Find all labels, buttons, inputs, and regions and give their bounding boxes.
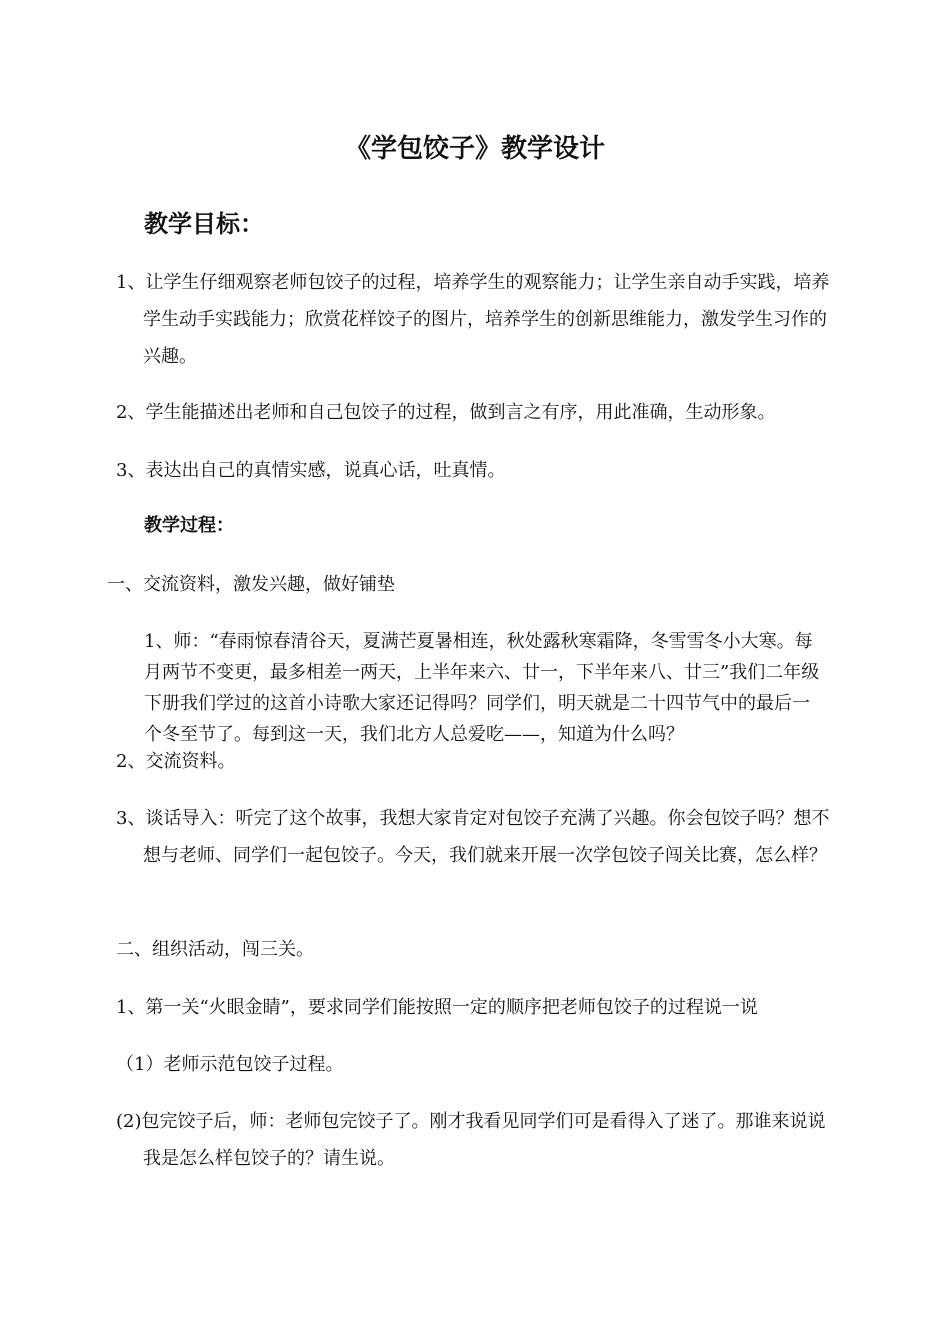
goal-item-1 <box>116 264 843 375</box>
section-1-heading: 一、交流资料，激发兴趣，做好铺垫 <box>107 574 395 595</box>
section-1-item-1 <box>144 626 824 750</box>
sub-text: 包完饺子后，师：老师包完饺子了。刚才我看见同学们可是看得入了迷了。那谁来说说我是怎么样包饺子的？请生说。 <box>141 1111 826 1169</box>
item-text: 交流资料。 <box>145 751 236 772</box>
goals-heading: 教学目标： <box>144 210 264 238</box>
sub-number: （1） <box>116 1054 164 1075</box>
goal-text: 让学生仔细观察老师包饺子的过程，培养学生的观察能力；让学生亲自动手实践，培养学生动手实践能力；欣赏花样饺子的图片，培养学生的创新思维能力，激发学生习作的兴趣。 <box>143 272 830 367</box>
goal-text: 学生能描述出老师和自己包饺子的过程，做到言之有序，用此准确，生动形象。 <box>145 402 776 423</box>
item-number: 1、 <box>116 997 146 1018</box>
goal-number: 3、 <box>116 460 146 481</box>
item-text: 第一关“火眼金睛”，要求同学们能按照一定的顺序把老师包饺子的过程说一说 <box>145 997 758 1018</box>
section-1-item-2 <box>116 743 235 780</box>
goal-text: 表达出自己的真情实感，说真心话，吐真情。 <box>145 460 506 481</box>
goal-number: 1、 <box>116 272 146 293</box>
page-title: 《学包饺子》教学设计 <box>344 134 605 164</box>
item-text: 师：“春雨惊春清谷天，夏满芒夏暑相连，秋处露秋寒霜降，冬雪雪冬小大寒。每月两节不变更，最多相差一两天，上半年来六、廿一，下半年来八、廿三”我们二年级下册我们学过的这首小诗歌大家还记得吗？同学们，明天就是二十四节气中的最后一个冬至节了。每到这一天，我们北方人总爱吃——，知道为什么吗？ <box>144 631 820 745</box>
section-1-item-3 <box>116 800 843 874</box>
goal-number: 2、 <box>116 402 146 423</box>
item-number: 2、 <box>116 751 146 772</box>
section-2-sub-2 <box>116 1103 843 1177</box>
sub-number: (2) <box>116 1111 142 1132</box>
section-2-heading: 二、组织活动，闯三关。 <box>116 939 314 960</box>
sub-text: 老师示范包饺子过程。 <box>163 1054 344 1075</box>
section-2-item-1 <box>116 989 758 1026</box>
goal-item-3 <box>116 452 505 489</box>
section-2-sub-1 <box>116 1046 343 1083</box>
process-heading: 教学过程： <box>144 515 234 536</box>
item-number: 1、 <box>144 631 174 652</box>
item-number: 3、 <box>116 808 146 829</box>
item-text: 谈话导入：听完了这个故事，我想大家肯定对包饺子充满了兴趣。你会包饺子吗？想不想与老师、同学们一起包饺子。今天，我们就来开展一次学包饺子闯关比赛，怎么样？ <box>143 808 830 866</box>
goal-item-2 <box>116 394 775 431</box>
